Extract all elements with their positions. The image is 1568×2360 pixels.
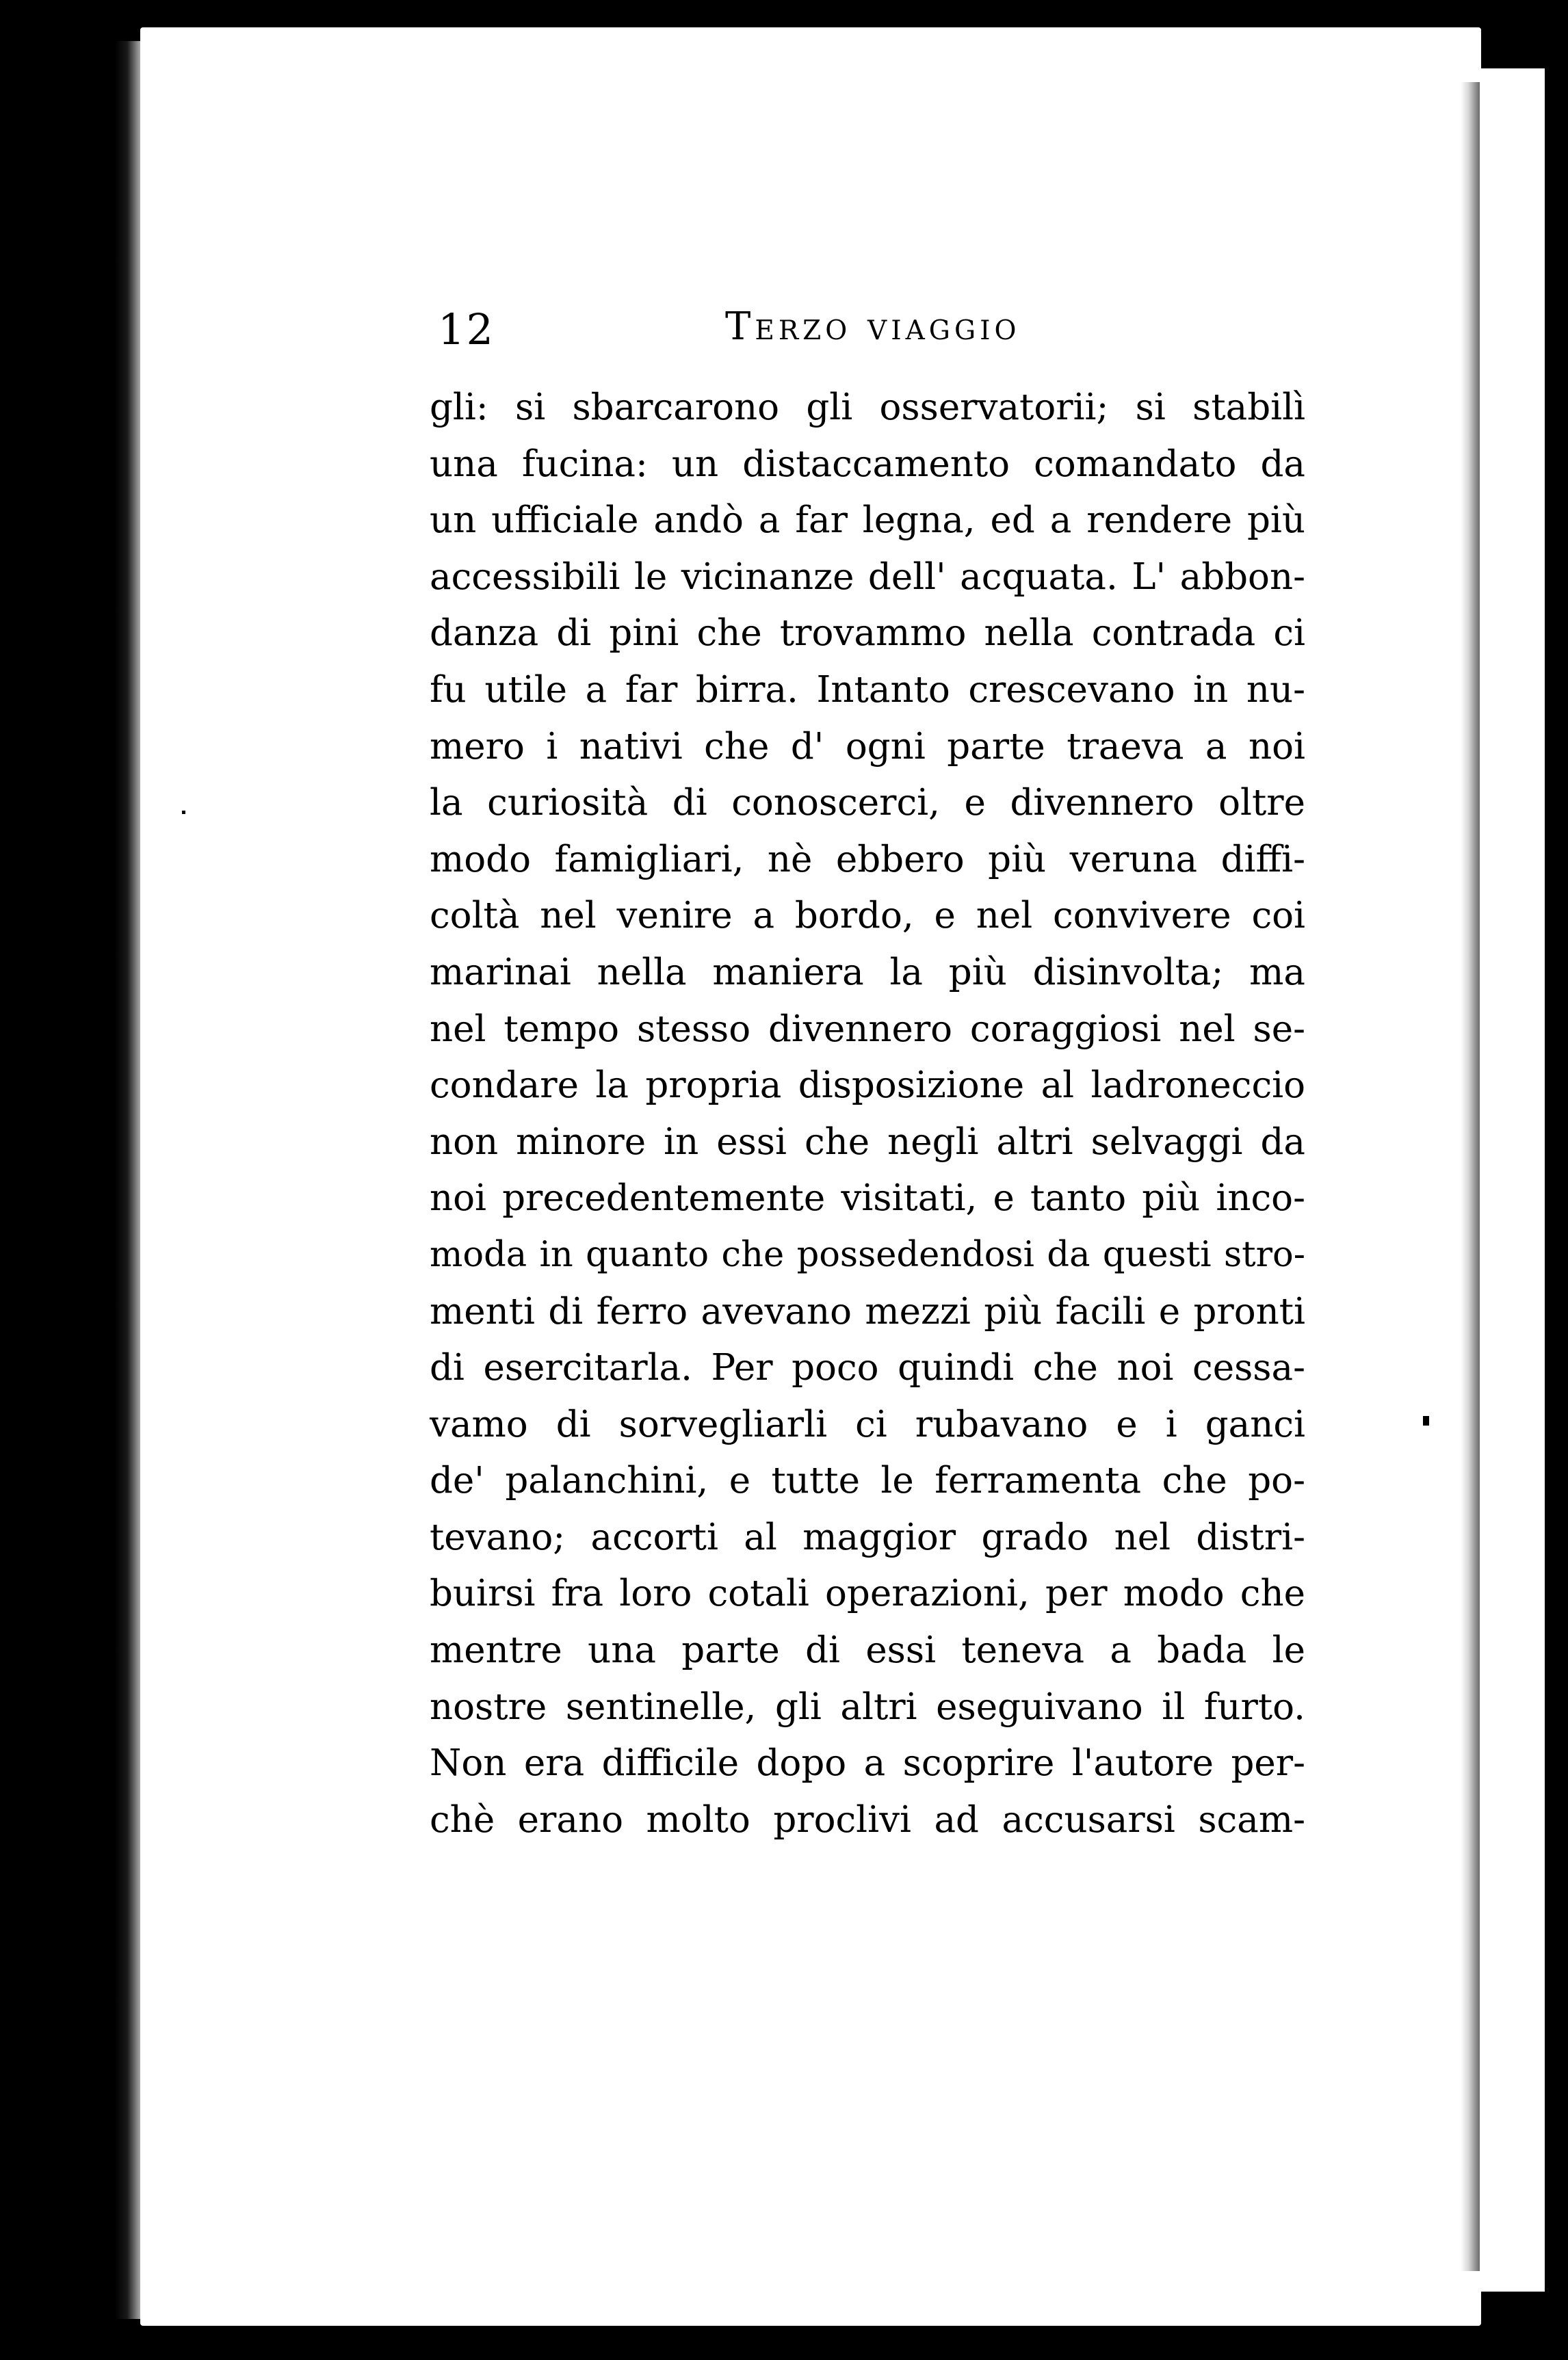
running-head: Terzo viaggio — [725, 304, 1021, 349]
text-line: un ufficiale andò a far legna, ed a rendere più — [430, 499, 1305, 542]
text-line: mero i nativi che d' ogni parte traeva a noi — [430, 725, 1305, 768]
text-line: coltà nel venire a bordo, e nel convivere coi — [430, 895, 1305, 937]
text-line: una fucina: un distaccamento comandato da — [430, 443, 1305, 485]
text-line: vamo di sorvegliarli ci rubavano e i ganci — [430, 1403, 1305, 1445]
text-line: accessibili le vicinanze dell' acquata. L' abbon- — [430, 555, 1305, 598]
text-line: la curiosità di conoscerci, e divennero oltre — [430, 782, 1305, 824]
text-line: fu utile a far birra. Intanto crescevano in nu- — [430, 668, 1305, 711]
text-line: danza di pini che trovammo nella contrada ci — [430, 612, 1305, 655]
text-line: gli: si sbarcarono gli osservatorii; si stabilì — [430, 386, 1305, 428]
page-gutter-fold — [1461, 82, 1480, 2271]
text-line: nostre sentinelle, gli altri eseguivano il furto. — [430, 1686, 1305, 1728]
text-line: non minore in essi che negli altri selvaggi da — [430, 1120, 1305, 1163]
text-line: di esercitarla. Per poco quindi che noi cessa- — [430, 1347, 1305, 1389]
text-line: chè erano molto proclivi ad accusarsi scam- — [430, 1798, 1305, 1841]
next-page-edge — [1480, 68, 1545, 2292]
text-line: Non era difficile dopo a scoprire l'autore per- — [430, 1742, 1305, 1785]
text-line: tevano; accorti al maggior grado nel distri- — [430, 1516, 1305, 1558]
next-page-shadow — [1545, 68, 1568, 2292]
text-line: mentre una parte di essi teneva a bada le — [430, 1629, 1305, 1672]
text-line: moda in quanto che possedendosi da questi stro- — [430, 1234, 1305, 1275]
text-line: marinai nella maniera la più disinvolta; ma — [430, 951, 1305, 993]
text-line: menti di ferro avevano mezzi più facili e pronti — [430, 1290, 1305, 1333]
text-line: nel tempo stesso divennero coraggiosi nel se- — [430, 1008, 1305, 1050]
text-line: condare la propria disposizione al ladroneccio — [430, 1064, 1305, 1107]
text-line: de' palanchini, e tutte le ferramenta che po- — [430, 1460, 1305, 1502]
text-line: modo famigliari, nè ebbero più veruna diffi- — [430, 838, 1305, 880]
body-text — [430, 380, 1305, 1848]
text-line: buirsi fra loro cotali operazioni, per modo che — [430, 1573, 1305, 1615]
scan-speck — [182, 811, 185, 814]
text-line: noi precedentemente visitati, e tanto più inco- — [430, 1177, 1305, 1220]
scan-speck — [1423, 1416, 1429, 1426]
page-header — [438, 304, 1300, 366]
page-number: 12 — [438, 304, 495, 354]
